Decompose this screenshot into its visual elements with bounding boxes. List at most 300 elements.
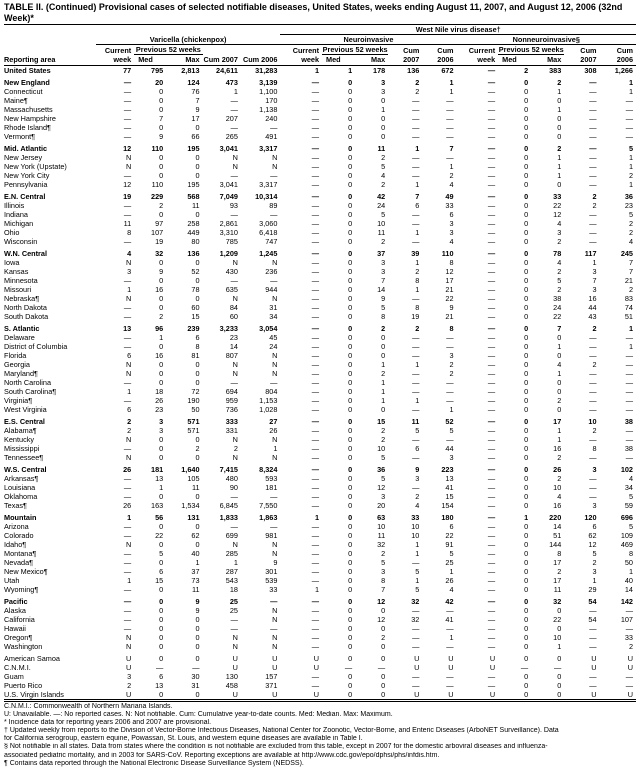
cell-value: — (487, 210, 496, 219)
cell-value: 4 (127, 249, 132, 258)
cell-value: — (311, 633, 320, 642)
cell-value: 51 (553, 531, 562, 540)
cell-value: 9 (159, 132, 164, 141)
cell-value: — (123, 624, 132, 633)
data-table (4, 24, 636, 700)
cell-value: 0 (524, 615, 529, 624)
cell-value: N (125, 540, 132, 549)
cell-value: — (589, 369, 597, 378)
cell-value: — (520, 663, 529, 672)
cell-value: 1 (233, 87, 238, 96)
cell-value: — (311, 435, 320, 444)
cell-value: — (311, 285, 320, 294)
cell-value: 12 (123, 144, 132, 153)
region-row (4, 75, 636, 87)
cell-value: 15 (191, 312, 200, 321)
cell-value: — (311, 426, 320, 435)
cell-value: 10 (377, 219, 386, 228)
cell-value: 3 (127, 267, 132, 276)
cell-value: — (311, 396, 320, 405)
cell-value: 0 (348, 201, 353, 210)
table-row (4, 453, 636, 462)
cell-value: — (412, 237, 420, 246)
cell-value: — (487, 312, 496, 321)
cell-value: 0 (159, 615, 164, 624)
cell-value: — (589, 642, 597, 651)
cell-value: 8 (592, 444, 597, 453)
cell-value: 6 (159, 567, 164, 576)
cell-value: — (230, 624, 238, 633)
header-reporting_area: Reporting area (4, 55, 56, 64)
cell-value: 0 (348, 522, 353, 531)
cell-value: 3,041 (219, 144, 238, 153)
cell-value: — (589, 87, 597, 96)
cell-value: 0 (524, 483, 529, 492)
table-row (4, 549, 636, 558)
cell-value: 1 (415, 228, 420, 237)
cell-value: 26 (123, 501, 132, 510)
cell-value: — (311, 123, 320, 132)
cell-value: — (487, 417, 496, 426)
cell-value: — (625, 96, 633, 105)
cell-value: 0 (348, 672, 353, 681)
cell-value: 3 (592, 285, 597, 294)
cell-value: 1 (449, 78, 454, 87)
cell-value: 66 (191, 132, 200, 141)
cell-value: — (589, 624, 597, 633)
cell-value: 22 (553, 201, 562, 210)
cell-value: 5 (415, 567, 420, 576)
row-label: Michigan (4, 219, 34, 228)
cell-value: 0 (195, 378, 200, 387)
cell-value: 4 (449, 585, 454, 594)
cell-value: 0 (195, 276, 200, 285)
row-label: Alabama¶ (4, 426, 37, 435)
table-row (4, 201, 636, 210)
cell-value: 2 (415, 78, 420, 87)
table-row (4, 87, 636, 96)
cell-value: 0 (524, 567, 529, 576)
cell-value: — (446, 114, 454, 123)
table-row (4, 171, 636, 180)
cell-value: 1 (415, 144, 420, 153)
cell-value: — (487, 435, 496, 444)
cell-value: — (123, 87, 132, 96)
cell-value: 62 (588, 531, 597, 540)
cell-value: N (125, 162, 132, 171)
cell-value: 4 (449, 180, 454, 189)
cell-value: 19 (411, 312, 420, 321)
cell-value: — (589, 180, 597, 189)
cell-value: 0 (557, 387, 562, 396)
cell-value: 0 (524, 132, 529, 141)
row-label: Pacific (4, 597, 28, 606)
cell-value: 8 (449, 258, 454, 267)
cell-value: 0 (348, 549, 353, 558)
cell-value: 0 (159, 492, 164, 501)
cell-value: 0 (322, 690, 355, 700)
cell-value: 1 (592, 576, 597, 585)
cell-value: 1 (314, 66, 320, 75)
cell-value: 1 (195, 558, 200, 567)
cell-value: 78 (553, 249, 562, 258)
cell-value: 2,813 (181, 66, 200, 75)
cell-value: — (311, 369, 320, 378)
cell-value: 54 (588, 597, 597, 606)
cell-value: 807 (225, 351, 238, 360)
col-header-cum-2006 (241, 45, 280, 66)
cell-value: 2 (381, 324, 386, 333)
cell-value: 60 (191, 303, 200, 312)
cell-value: — (589, 96, 597, 105)
cell-value: 0 (524, 360, 529, 369)
cell-value: 1 (449, 567, 454, 576)
cell-value: 5 (381, 474, 386, 483)
cell-value: — (589, 123, 597, 132)
header-current_week: Current week (292, 46, 320, 64)
cell-value: 12 (123, 180, 132, 189)
cell-value: 8 (381, 312, 386, 321)
cell-value: 0 (134, 690, 166, 700)
cell-value: 11 (553, 585, 562, 594)
cell-value: 0 (381, 681, 386, 690)
cell-value: 2 (381, 180, 386, 189)
cell-value: 0 (348, 378, 353, 387)
cell-value: — (625, 426, 633, 435)
cell-value: — (487, 558, 496, 567)
cell-value: 7,550 (259, 501, 278, 510)
cell-value: 56 (155, 513, 164, 522)
cell-value: 2 (127, 426, 132, 435)
cell-value: 258 (187, 219, 200, 228)
cell-value: 0 (348, 228, 353, 237)
cell-value: 52 (191, 267, 200, 276)
cell-value: 0 (159, 258, 164, 267)
cell-value: — (412, 114, 420, 123)
cell-value: 0 (195, 153, 200, 162)
row-label: Puerto Rico (4, 681, 43, 690)
row-label: Wisconsin (4, 237, 38, 246)
table-row (4, 228, 636, 237)
cell-value: — (311, 567, 320, 576)
region-row (4, 462, 636, 474)
cell-value: — (589, 351, 597, 360)
cell-value: — (625, 132, 633, 141)
cell-value: 195 (187, 144, 200, 153)
table-row (4, 690, 636, 700)
cell-value: 0 (348, 531, 353, 540)
cell-value: 1 (557, 105, 562, 114)
cell-value: 13 (155, 474, 164, 483)
row-label: E.S. Central (4, 417, 45, 426)
cell-value: 1,100 (259, 87, 278, 96)
cell-value: 10 (377, 444, 386, 453)
cell-value: — (487, 78, 496, 87)
row-label: Missouri (4, 285, 32, 294)
cell-value: 3,054 (259, 324, 278, 333)
cell-value: 6,418 (259, 228, 278, 237)
cell-value: — (311, 672, 320, 681)
cell-value: — (487, 171, 496, 180)
header-max: Max (185, 55, 200, 64)
cell-value: 16 (155, 285, 164, 294)
col-header-cum-2007 (388, 45, 422, 66)
cell-value: 17 (445, 276, 454, 285)
nonneuro-group-header: Nonneuroinvasive§ (457, 35, 636, 45)
cell-value: 131 (187, 513, 200, 522)
cell-value: 0 (348, 87, 353, 96)
table-row (4, 96, 636, 105)
cell-value: — (625, 624, 633, 633)
footnote: U: Unavailable. —: No reported cases. N: Not notifiable. Cum: Cumulative year-to-date counts. Med: Median. Max: Maximum. (4, 711, 393, 719)
cell-value: 32 (377, 540, 386, 549)
cell-value: 1 (159, 483, 164, 492)
cell-value: — (589, 633, 597, 642)
cell-value: — (487, 549, 496, 558)
cell-value: — (412, 294, 420, 303)
cell-value: 110 (151, 180, 164, 189)
cell-value: 10,314 (255, 192, 278, 201)
row-label: District of Columbia (4, 342, 68, 351)
footnote: associated pediatric mortality, and in 2003 for SARS-CoV. Reporting exceptions are available at http://www.cdc.gov/epo/dphsi/phs/infdis.htm. (4, 751, 440, 759)
cell-value: 33 (445, 201, 454, 210)
cell-value: — (412, 123, 420, 132)
cell-value: 2 (592, 324, 597, 333)
cell-value: 0 (524, 387, 529, 396)
cell-value: 9 (381, 294, 386, 303)
cell-value: N (125, 258, 132, 267)
cell-value: N (272, 453, 278, 462)
cell-value: — (589, 171, 597, 180)
cell-value: U (627, 654, 633, 663)
cell-value: — (123, 78, 132, 87)
cell-value: — (311, 474, 320, 483)
cell-value: 1 (127, 513, 132, 522)
cell-value: 0 (524, 492, 529, 501)
cell-value: 33 (269, 585, 278, 594)
cell-value: — (270, 123, 278, 132)
cell-value: 2 (127, 417, 132, 426)
cell-value: 0 (524, 405, 529, 414)
cell-value: — (446, 132, 454, 141)
cell-value: 785 (225, 237, 238, 246)
cell-value: — (487, 162, 496, 171)
cell-value: — (487, 501, 496, 510)
cell-value: 107 (620, 615, 633, 624)
cell-value: — (311, 522, 320, 531)
cell-value: 1 (127, 387, 132, 396)
cell-value: — (311, 78, 320, 87)
cell-value: — (123, 492, 132, 501)
table-row (4, 435, 636, 444)
cell-value: 8 (127, 228, 132, 237)
cell-value: 15 (155, 576, 164, 585)
cell-value: 33 (553, 192, 562, 201)
header-cum2006: Cum 2006 (437, 46, 454, 64)
cell-value: 0 (159, 342, 164, 351)
cell-value: N (272, 153, 278, 162)
header-current_week: Current week (468, 46, 496, 64)
cell-value: — (311, 276, 320, 285)
cell-value: 0 (381, 642, 386, 651)
cell-value: — (311, 465, 320, 474)
cell-value: — (487, 324, 496, 333)
cell-value: 0 (524, 540, 529, 549)
cell-value: — (123, 171, 132, 180)
footnote: † Updated weekly from reports to the Division of Vector-Borne Infectious Diseases, National Center for Zoonotic, Vector-Borne, and Enteric Diseases (ArboNET Surveillance). Data (4, 727, 559, 735)
cell-value: 120 (584, 513, 597, 522)
cell-value: 14 (229, 342, 238, 351)
cell-value: 0 (166, 690, 202, 700)
cell-value: — (487, 237, 496, 246)
cell-value: 37 (377, 249, 386, 258)
cell-value: 3,060 (259, 219, 278, 228)
cell-value: 7 (195, 96, 200, 105)
cell-value: N (232, 162, 238, 171)
cell-value: — (412, 378, 420, 387)
cell-value: 0 (348, 78, 353, 87)
cell-value: — (123, 123, 132, 132)
cell-value: 34 (269, 312, 278, 321)
cell-value: 9 (195, 105, 200, 114)
cell-value: — (487, 531, 496, 540)
cell-value: 3 (592, 501, 597, 510)
cell-value: — (412, 405, 420, 414)
cell-value: 109 (620, 531, 633, 540)
cell-value: — (311, 378, 320, 387)
cell-value: 8 (195, 342, 200, 351)
cell-value: 0 (557, 405, 562, 414)
cell-value: — (446, 96, 454, 105)
cell-value: — (230, 492, 238, 501)
cell-value: 0 (524, 501, 529, 510)
cell-value: 2 (592, 192, 597, 201)
cell-value: 3,233 (219, 324, 238, 333)
row-label: Guam (4, 672, 24, 681)
cell-value: — (412, 606, 420, 615)
cell-value: — (589, 78, 597, 87)
cell-value: 63 (377, 513, 386, 522)
cell-value: 0 (159, 276, 164, 285)
cell-value: 10 (553, 483, 562, 492)
cell-value: 7 (381, 276, 386, 285)
cell-value: 7 (159, 114, 164, 123)
cell-value: 2 (592, 360, 597, 369)
cell-value: 23 (155, 405, 164, 414)
cell-value: N (125, 369, 132, 378)
cell-value: — (589, 162, 597, 171)
table-row (4, 342, 636, 351)
cell-value: U (232, 663, 238, 672)
cell-value: 1 (381, 387, 386, 396)
row-label: Minnesota (4, 276, 38, 285)
row-label: C.N.M.I. (4, 663, 31, 672)
cell-value: — (311, 501, 320, 510)
cell-value: 8 (415, 276, 420, 285)
cell-value: 0 (348, 426, 353, 435)
cell-value: — (412, 162, 420, 171)
cell-value: 0 (381, 654, 386, 663)
cell-value: 0 (159, 606, 164, 615)
cell-value: 0 (348, 114, 353, 123)
cell-value: 0 (159, 87, 164, 96)
cell-value: 2 (557, 267, 562, 276)
cell-value: U (96, 690, 134, 700)
cell-value: 31 (269, 303, 278, 312)
cell-value: 97 (155, 219, 164, 228)
cell-value: 0 (348, 387, 353, 396)
cell-value: 36 (377, 465, 386, 474)
cell-value: 229 (151, 192, 164, 201)
cell-value: 0 (524, 435, 529, 444)
cell-value: 6 (449, 522, 454, 531)
cell-value: 0 (524, 444, 529, 453)
cell-value: — (123, 606, 132, 615)
table-title: TABLE II. (Continued) Provisional cases of selected notifiable diseases, United States, weeks ending August 11, 2007, and August 12, 2006 (32nd Week)* (4, 2, 623, 23)
cell-value: U (272, 654, 278, 663)
cell-value: 2 (415, 492, 420, 501)
table-row (4, 501, 636, 510)
row-label: E.N. Central (4, 192, 46, 201)
cell-value: N (232, 540, 238, 549)
cell-value: 1,266 (614, 66, 633, 75)
cell-value: 2 (449, 369, 454, 378)
table-row (4, 276, 636, 285)
cell-value: — (625, 105, 633, 114)
cell-value: 117 (584, 249, 597, 258)
cell-value: — (311, 87, 320, 96)
cell-value: 4 (557, 360, 562, 369)
table-row (4, 360, 636, 369)
cell-value: 0 (159, 642, 164, 651)
cell-value: 190 (187, 396, 200, 405)
cell-value: — (270, 624, 278, 633)
cell-value: — (311, 360, 320, 369)
cell-value: 1 (415, 540, 420, 549)
footnote: * Incidence data for reporting years 2006 and 2007 are provisional. (4, 719, 212, 727)
cell-value: 0 (524, 606, 529, 615)
cell-value: U (600, 690, 636, 700)
cell-value: — (625, 369, 633, 378)
row-label: Alaska (4, 606, 26, 615)
cell-value: 0 (557, 123, 562, 132)
cell-value: 9 (195, 606, 200, 615)
cell-value: 105 (187, 474, 200, 483)
cell-value: U (232, 654, 238, 663)
cell-value: 22 (445, 531, 454, 540)
cell-value: — (412, 558, 420, 567)
cell-value: 0 (381, 114, 386, 123)
cell-value: — (311, 549, 320, 558)
cell-value: — (311, 228, 320, 237)
row-label: California (4, 615, 35, 624)
cell-value: 1 (557, 426, 562, 435)
cell-value: 1 (381, 396, 386, 405)
cell-value: — (589, 435, 597, 444)
cell-value: — (487, 453, 496, 462)
cell-value: — (412, 153, 420, 162)
cell-value: 22 (553, 312, 562, 321)
cell-value: — (487, 474, 496, 483)
cell-value: 2 (592, 558, 597, 567)
cell-value: 285 (225, 549, 238, 558)
cell-value: — (446, 153, 454, 162)
cell-value: — (311, 351, 320, 360)
cell-value: 571 (187, 417, 200, 426)
table-row (4, 483, 636, 492)
row-label: Louisiana (4, 483, 36, 492)
cell-value: — (192, 663, 200, 672)
